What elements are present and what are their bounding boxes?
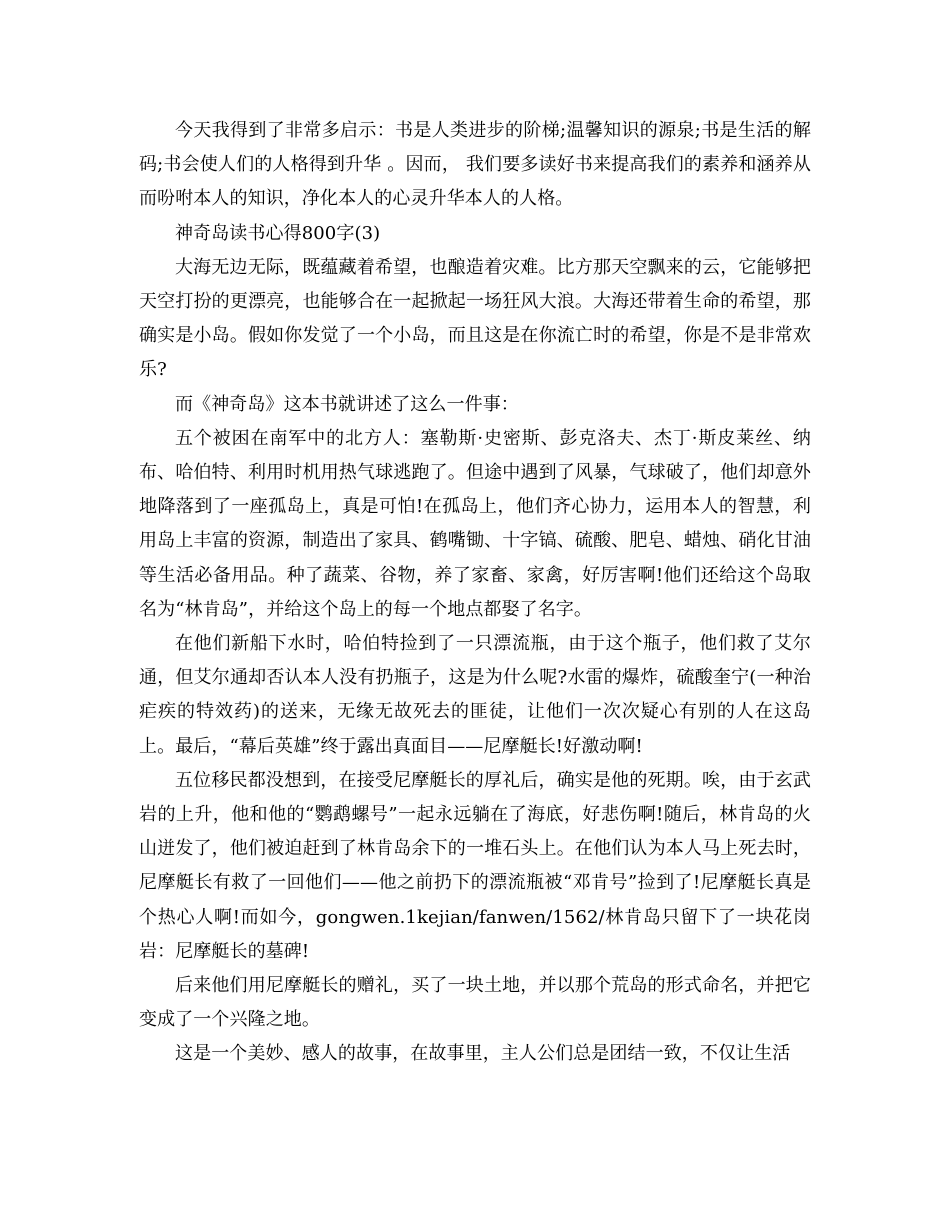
paragraph-sea: 大海无边无际，既蕴藏着希望，也酿造着灾难。比方那天空飘来的云，它能够把天空打扮的更漂亮，也能够合在一起掀起一场狂风大浪。大海还带着生命的希望，那确实是小岛。假如你发觉了一个小岛，而且这是在你流亡时的希望，你是不是非常欢乐? [139, 256, 811, 381]
paragraph-bottle: 在他们新船下水时，哈伯特捡到了一只漂流瓶，由于这个瓶子，他们救了艾尔通，但艾尔通却否认本人没有扔瓶子，这是为什么呢?水雷的爆炸，硫酸奎宁(一种治疟疾的特效药)的送来，无缘无故死去的匪徒，让他们一次次疑心有别的人在这岛上。最后，“幕后英雄”终于露出真面目——尼摩艇长!好激动啊! [139, 633, 811, 757]
paragraph-nemo: 五位移民都没想到，在接受尼摩艇长的厚礼后，确实是他的死期。唉，由于玄武岩的上升，他和他的“鹦鹉螺号”一起永远躺在了海底，好悲伤啊!随后，林肯岛的火山迸发了，他们被迫赶到了林肯岛余下的一堆石头上。在他们认为本人马上死去时，尼摩艇长有救了一回他们——他之前扔下的漂流瓶被“邓肯号”捡到了!尼摩艇长真是个热心人啊!而如今，gongwen.1kejian/fanwen/1562/林肯岛只留下了一块花岗岩：尼摩艇长的墓碑! [139, 769, 811, 962]
section-heading: 神奇岛读书心得800字(3) [175, 222, 381, 244]
document-body [139, 114, 811, 1072]
paragraph-land: 后来他们用尼摩艇长的赠礼，买了一块土地，并以那个荒岛的形式命名，并把它变成了一个兴隆之地。 [139, 975, 811, 1031]
paragraph-escape: 五个被困在南军中的北方人：塞勒斯·史密斯、彭克洛夫、杰丁·斯皮莱丝、纳布、哈伯特、利用时机用热气球逃跑了。但途中遇到了风暴，气球破了，他们却意外地降落到了一座孤岛上，真是可怕!在孤岛上，他们齐心协力，运用本人的智慧，利用岛上丰富的资源，制造出了家具、鹤嘴锄、十字镐、硫酸、肥皂、蜡烛、硝化甘油等生活必备用品。种了蔬菜、谷物，养了家畜、家禽，好厉害啊!他们还给这个岛取名为“林肯岛”，并给这个岛上的每一个地点都娶了名字。 [139, 427, 811, 620]
paragraph-enlightenment: 今天我得到了非常多启示：书是人类进步的阶梯;温馨知识的源泉;书是生活的解码;书会使人们的人格得到升华 。因而， 我们要多读好书来提高我们的素养和涵养从而吩咐本人的知识，净化本人的心灵升华本人的人格。 [139, 120, 811, 210]
paragraph-story: 这是一个美妙、感人的故事，在故事里，主人公们总是团结一致，不仅让生活 [175, 1043, 791, 1065]
paragraph-intro: 而《神奇岛》这本书就讲述了这么一件事： [175, 393, 519, 415]
